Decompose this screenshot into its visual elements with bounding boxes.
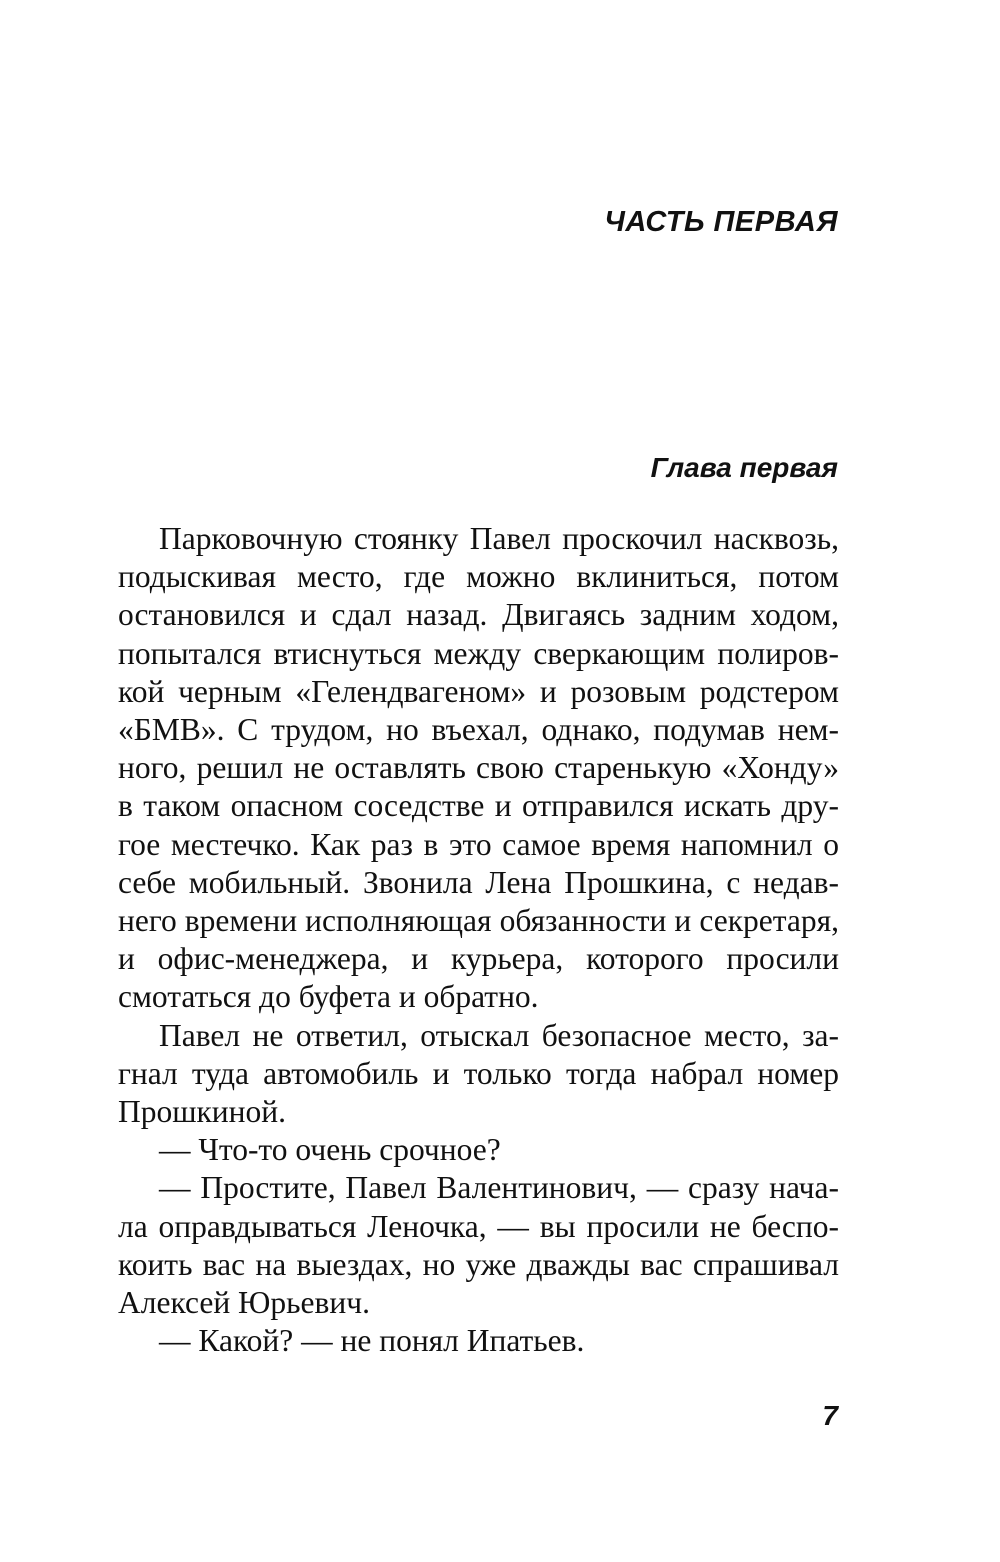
dialogue-line: — Какой? — не понял Ипатьев. — [159, 1323, 585, 1359]
dialogue-line: — Что-то очень срочное? — [159, 1132, 501, 1168]
page-number: 7 — [822, 1400, 838, 1431]
paragraph: Парковочную стоянку Павел проскочил насквозь, подыскивая место, где можно вклиниться, потом остановился и сдал назад. Двигаясь задним ходом, попытался втиснуться между сверкающим полировкой черным «Гелендвагеном» и розовым родстером «БМВ». С трудом, но въехал, однако, подумав немного, решил не оставлять свою старенькую «Хонду» в таком опасном соседстве и отправился искать другое местечко. Как раз в это самое время напомнил о себе мобильный. Звонила Лена Прошкина, с недавнего времени исполняющая обязанности и секретаря, и офис-менеджера, и курьера, которого просили смотаться до буфета и обратно. — [118, 521, 839, 1015]
chapter-title: Глава первая — [650, 452, 838, 483]
body-text — [118, 520, 839, 1360]
dialogue-line: — Простите, Павел Валентинович, — сразу начала оправдываться Леночка, — вы просили не беспокоить вас на выездах, но уже дважды вас спрашивал Алексей Юрьевич. — [118, 1170, 839, 1321]
part-title: ЧАСТЬ ПЕРВАЯ — [604, 206, 838, 238]
paragraph: Павел не ответил, отыскал безопасное место, загнал туда автомобиль и только тогда набрал номер Прошкиной. — [118, 1017, 839, 1130]
